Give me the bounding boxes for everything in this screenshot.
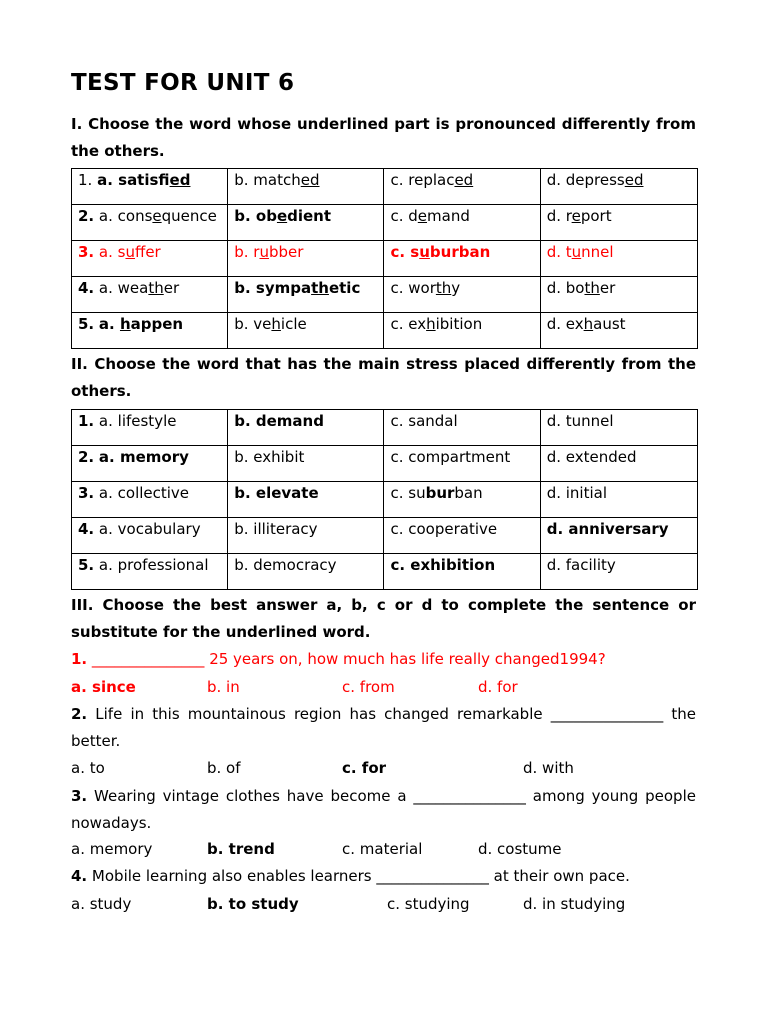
answer-option: d. initial — [546, 484, 608, 502]
q2-option-c: c. for — [342, 759, 387, 777]
answer-option — [390, 315, 482, 333]
pronunciation-table — [71, 168, 698, 349]
underlined-part: h — [426, 315, 436, 333]
question-1 — [71, 648, 606, 670]
table-row — [72, 313, 698, 349]
option-text: icle — [280, 315, 307, 333]
answer-option — [97, 171, 190, 189]
row-number: 5. — [78, 315, 95, 333]
answer-option: d. facility — [546, 556, 616, 574]
stressed-syllable: bur — [425, 484, 455, 502]
q4-option-c: c. studying — [387, 895, 470, 913]
table-cell — [540, 482, 697, 518]
answer-option — [547, 279, 616, 297]
answer-option: b. illiteracy — [234, 520, 318, 538]
row-number: 4. — [78, 520, 95, 538]
q4-option-a: a. study — [71, 895, 132, 913]
option-text: d. ex — [546, 315, 584, 333]
answer-option — [99, 279, 179, 297]
q4-option-b: b. to study — [207, 895, 299, 913]
section2-instruction: II. Choose the word that has the main stress placed differently from the others. — [71, 355, 696, 400]
underlined-part: ed — [624, 171, 644, 189]
answer-option: c. compartment — [390, 448, 511, 466]
option-text: dient — [287, 207, 332, 225]
row-number: 1. — [78, 412, 95, 430]
table-cell — [228, 518, 384, 554]
underlined-part: th — [311, 279, 329, 297]
underlined-part: u — [571, 243, 582, 261]
table-cell — [384, 554, 540, 590]
underlined-part: ed — [300, 171, 320, 189]
question-text: Mobile learning also enables learners _______________ at their own pace. — [91, 867, 630, 885]
table-cell — [384, 241, 540, 277]
option-text: bber — [268, 243, 304, 261]
q3-option-a: a. memory — [71, 840, 153, 858]
answer-option: d. anniversary — [546, 520, 669, 538]
option-text: nnel — [581, 243, 614, 261]
underlined-part: th — [148, 279, 164, 297]
table-cell — [540, 446, 697, 482]
question-2 — [71, 701, 696, 755]
question-number: 1. — [71, 650, 88, 668]
underlined-part: u — [419, 243, 430, 261]
question-number: 3. — [71, 787, 88, 805]
stress-table — [71, 409, 698, 590]
row-number: 2. — [78, 207, 95, 225]
answer-option — [547, 243, 614, 261]
table-cell — [384, 277, 540, 313]
answer-option — [390, 279, 460, 297]
option-text: y — [451, 279, 461, 297]
answer-option — [99, 315, 183, 333]
table-cell — [540, 554, 697, 590]
table-cell — [228, 169, 384, 205]
table-cell — [228, 277, 384, 313]
question-number: 2. — [71, 705, 88, 723]
q1-option-c: c. from — [342, 678, 395, 696]
table-cell — [72, 205, 228, 241]
option-text: c. replac — [390, 171, 455, 189]
option-text: d. bo — [546, 279, 585, 297]
question-4 — [71, 865, 630, 887]
option-text: b. r — [234, 243, 260, 261]
section1-instruction: I. Choose the word whose underlined part is pronounced differently from the others. — [71, 115, 696, 160]
option-text: a. wea — [98, 279, 149, 297]
question-text: Life in this mountainous region has changed remarkable _______________ the better. — [71, 705, 696, 750]
option-text: b. ob — [234, 207, 277, 225]
table-cell — [72, 410, 228, 446]
answer-option — [390, 207, 469, 225]
answer-option — [234, 171, 319, 189]
option-text: b. match — [234, 171, 301, 189]
answer-option: c. suburban — [390, 484, 483, 502]
table-cell: 1. a. satisfied — [72, 169, 228, 205]
answer-option — [547, 207, 612, 225]
table-cell — [384, 313, 540, 349]
table-cell — [540, 313, 697, 349]
underlined-part: u — [259, 243, 269, 261]
answer-option: b. demand — [234, 412, 324, 430]
answer-option — [234, 207, 331, 225]
table-row — [72, 277, 698, 313]
q1-option-a: a. since — [71, 678, 136, 696]
table-row — [72, 410, 698, 446]
row-number: 3. — [78, 243, 95, 261]
underlined-part: e — [276, 207, 288, 225]
table-cell — [72, 313, 228, 349]
q3-option-b: b. trend — [207, 840, 275, 858]
table-row — [72, 482, 698, 518]
table-cell — [384, 410, 540, 446]
table-cell — [540, 205, 697, 241]
underlined-part: th — [435, 279, 452, 297]
option-text: ibition — [435, 315, 483, 333]
option-text: c. wor — [390, 279, 436, 297]
table-row — [72, 241, 698, 277]
table-cell — [72, 241, 228, 277]
option-text: mand — [427, 207, 470, 225]
page-title: TEST FOR UNIT 6 — [71, 70, 295, 96]
option-text: b. sympa — [234, 279, 312, 297]
table-row — [72, 446, 698, 482]
underlined-part: e — [152, 207, 162, 225]
answer-option: d. tunnel — [546, 412, 614, 430]
underlined-part: e — [417, 207, 428, 225]
answer-option — [547, 315, 626, 333]
row-number: 4. — [78, 279, 95, 297]
option-text: a. satisfi — [97, 171, 170, 189]
answer-option — [547, 171, 644, 189]
option-text: a. cons — [98, 207, 153, 225]
answer-option: a. vocabulary — [98, 520, 201, 538]
underlined-part: u — [125, 243, 135, 261]
table-cell — [228, 554, 384, 590]
option-text: c. ex — [390, 315, 427, 333]
table-cell — [540, 241, 697, 277]
table-cell — [384, 169, 540, 205]
q2-option-a: a. to — [71, 759, 105, 777]
answer-option — [99, 243, 161, 261]
table-cell — [228, 241, 384, 277]
table-cell — [540, 277, 697, 313]
option-text: a. s — [98, 243, 126, 261]
section3-instruction: III. Choose the best answer a, b, c or d to complete the sentence or substitute for the underlined word. — [71, 596, 696, 641]
answer-option: b. elevate — [234, 484, 319, 502]
table-cell — [72, 518, 228, 554]
answer-option — [234, 243, 303, 261]
option-text: d. t — [546, 243, 572, 261]
table-cell — [228, 313, 384, 349]
underlined-part: th — [584, 279, 600, 297]
question-3 — [71, 783, 696, 837]
q4-option-d: d. in studying — [523, 895, 626, 913]
answer-option: c. cooperative — [390, 520, 498, 538]
table-cell — [540, 518, 697, 554]
answer-option: a. memory — [98, 448, 189, 466]
option-text: burban — [429, 243, 491, 261]
table-cell — [384, 482, 540, 518]
table-row — [72, 554, 698, 590]
table-row — [72, 518, 698, 554]
answer-option: c. sandal — [390, 412, 458, 430]
underlined-part: h — [583, 315, 594, 333]
underlined-part: h — [271, 315, 281, 333]
underlined-part: h — [119, 315, 131, 333]
answer-option — [234, 315, 307, 333]
option-text: er — [163, 279, 180, 297]
answer-option: b. democracy — [234, 556, 337, 574]
option-text: appen — [130, 315, 184, 333]
table-cell — [72, 446, 228, 482]
option-text: c. s — [390, 243, 420, 261]
answer-option: a. collective — [98, 484, 190, 502]
row-number: 2. — [78, 448, 95, 466]
q1-option-d: d. for — [478, 678, 518, 696]
table-cell — [72, 554, 228, 590]
option-text: ffer — [134, 243, 161, 261]
option-text: aust — [593, 315, 626, 333]
table-cell — [72, 482, 228, 518]
table-cell — [228, 446, 384, 482]
table-cell — [72, 277, 228, 313]
answer-option: a. professional — [98, 556, 209, 574]
q2-option-b: b. of — [207, 759, 241, 777]
table-cell — [228, 410, 384, 446]
option-text: er — [599, 279, 616, 297]
option-text: b. ve — [234, 315, 272, 333]
underlined-part: ed — [454, 171, 474, 189]
option-text: port — [580, 207, 612, 225]
answer-option: c. exhibition — [390, 556, 496, 574]
table-cell — [228, 205, 384, 241]
option-text: d. r — [546, 207, 572, 225]
option-text: c. d — [390, 207, 418, 225]
question-text: Wearing vintage clothes have become a _______________ among young people nowadays. — [71, 787, 696, 832]
option-text: d. depress — [546, 171, 625, 189]
answer-option — [99, 207, 217, 225]
option-text: a. — [98, 315, 120, 333]
option-text: quence — [161, 207, 217, 225]
answer-option — [234, 279, 360, 297]
q1-option-b: b. in — [207, 678, 240, 696]
underlined-part: ed — [169, 171, 191, 189]
question-text: _______________ 25 years on, how much has life really changed1994? — [91, 650, 606, 668]
underlined-part: e — [571, 207, 581, 225]
answer-option: d. extended — [546, 448, 637, 466]
option-text: etic — [328, 279, 361, 297]
answer-option — [390, 243, 490, 261]
table-row — [72, 169, 698, 205]
row-number: 3. — [78, 484, 95, 502]
q3-option-d: d. costume — [478, 840, 562, 858]
table-cell — [384, 518, 540, 554]
question-number: 4. — [71, 867, 88, 885]
table-cell — [384, 446, 540, 482]
row-number: 1 — [78, 171, 88, 189]
table-cell — [540, 169, 697, 205]
table-cell — [228, 482, 384, 518]
answer-option: b. exhibit — [234, 448, 305, 466]
table-cell — [540, 410, 697, 446]
table-row — [72, 205, 698, 241]
table-cell — [384, 205, 540, 241]
row-number: 5. — [78, 556, 95, 574]
answer-option: a. lifestyle — [98, 412, 177, 430]
q2-option-d: d. with — [523, 759, 574, 777]
q3-option-c: c. material — [342, 840, 423, 858]
answer-option — [390, 171, 473, 189]
